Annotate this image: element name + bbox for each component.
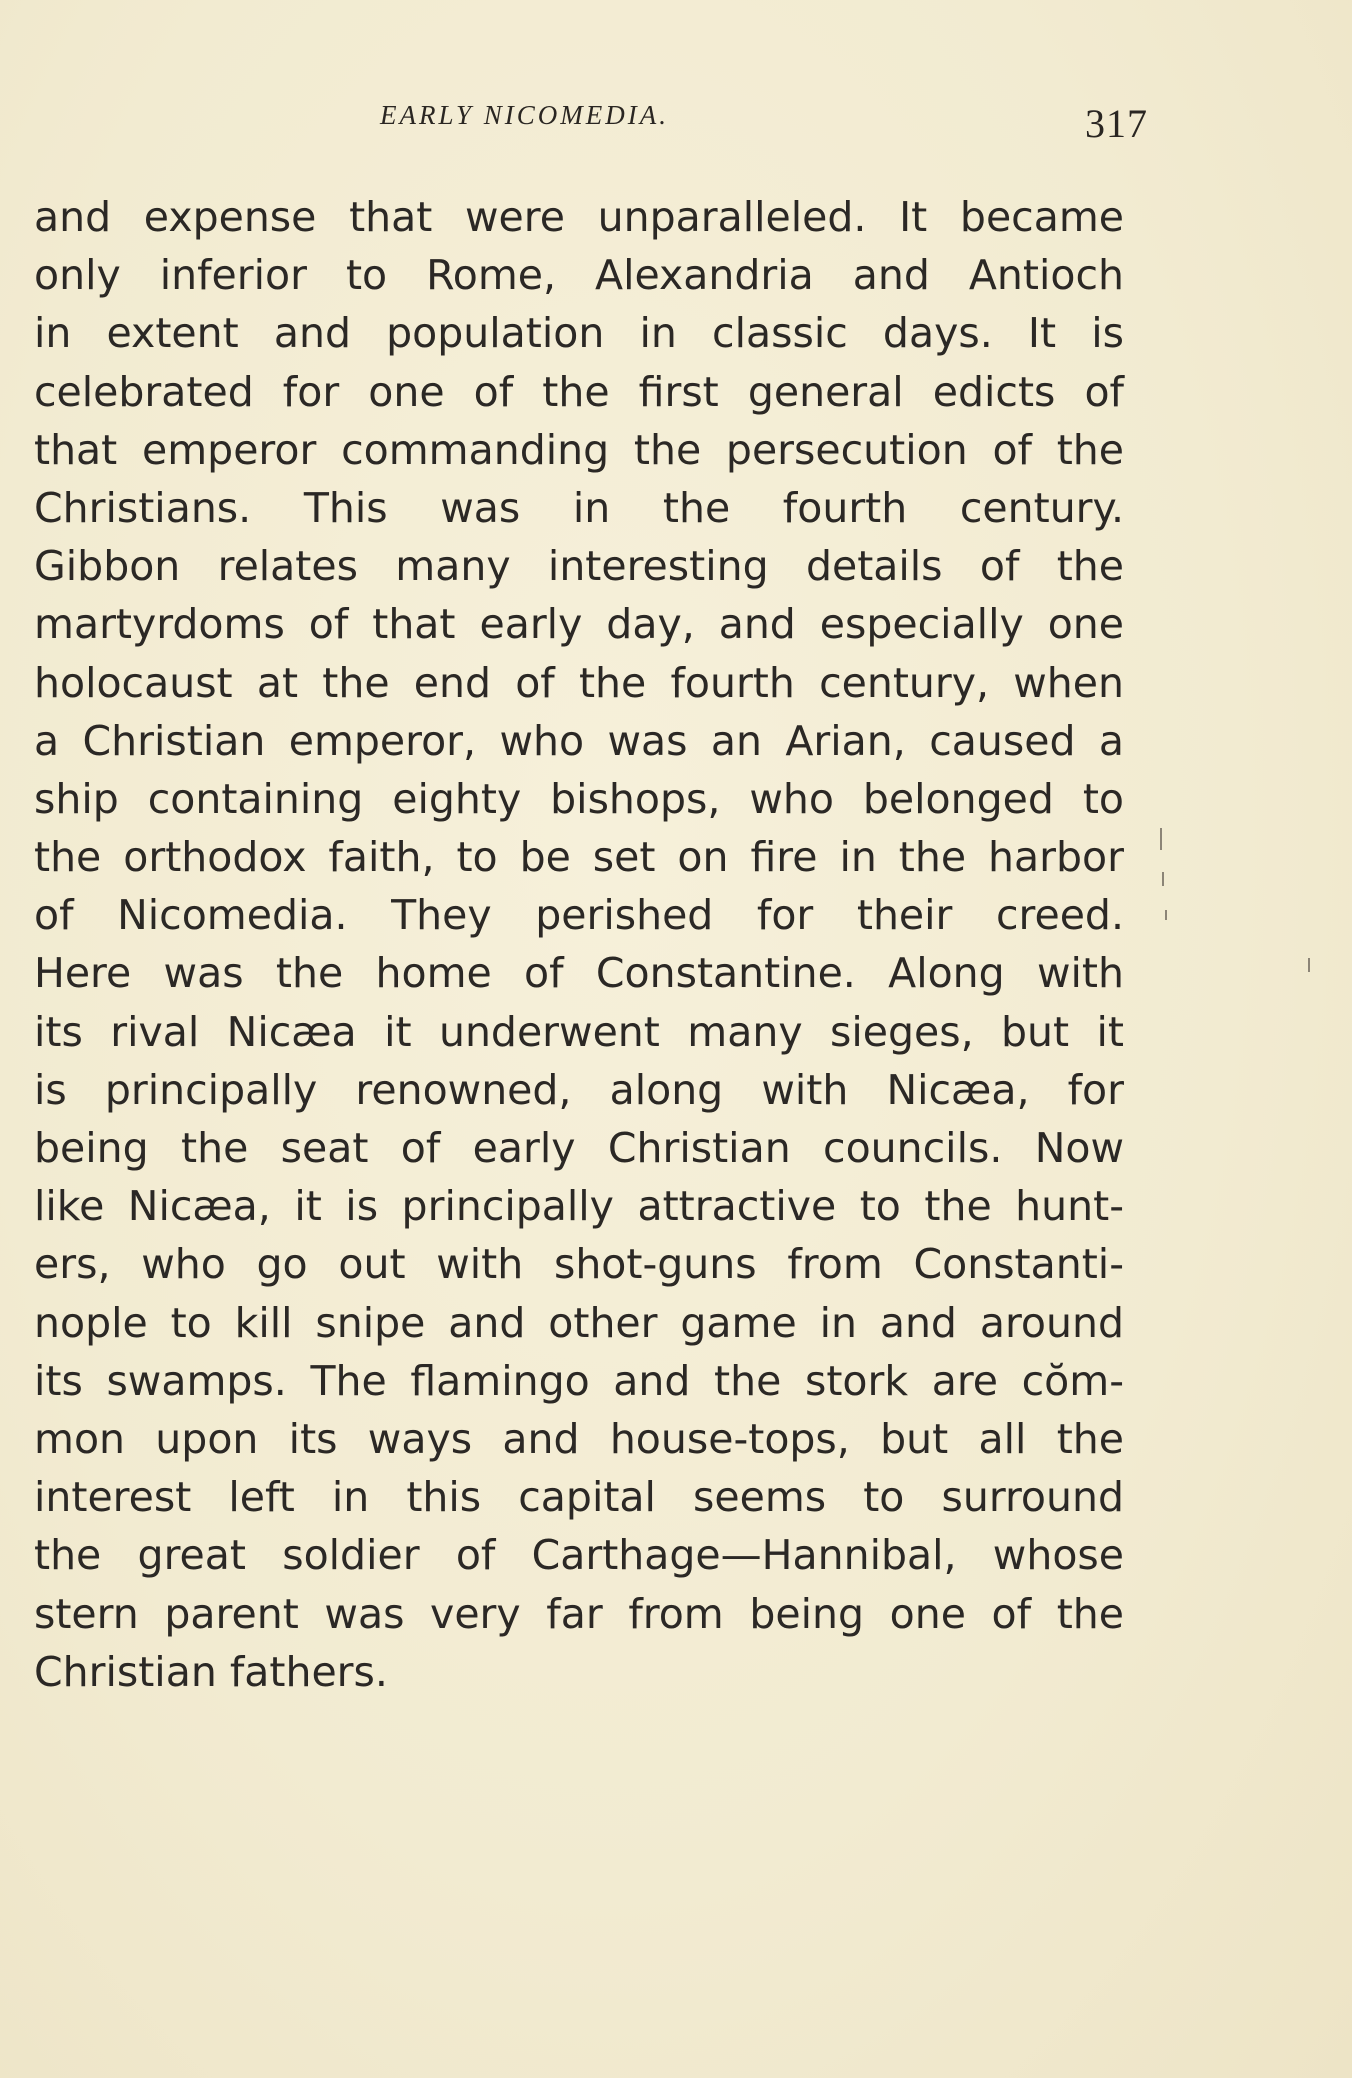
margin-mark [1162, 872, 1164, 886]
running-head: EARLY NICOMEDIA. [380, 100, 669, 130]
text-line: ship containing eighty bishops, who belonged to [34, 774, 1124, 823]
text-line: that emperor commanding the persecution of the [34, 425, 1124, 474]
text-line: and expense that were unparalleled. It became [34, 193, 1124, 241]
margin-mark [1160, 828, 1162, 850]
text-line: only inferior to Rome, Alexandria and Antioch [34, 251, 1124, 300]
text-line: the great soldier of Carthage—Hannibal, whose [34, 1531, 1124, 1580]
text-line: mon upon its ways and house-tops, but all the [34, 1414, 1124, 1463]
page-number: 317 [1085, 101, 1148, 146]
text-line: its rival Nicæa it underwent many sieges, but it [34, 1007, 1124, 1056]
body-text [34, 188, 1134, 1701]
text-line: Here was the home of Constantine. Along with [34, 949, 1124, 998]
text-line: being the seat of early Christian councils. Now [34, 1124, 1124, 1172]
text-line: interest left in this capital seems to surround [34, 1473, 1124, 1522]
text-line: nople to kill snipe and other game in and around [34, 1298, 1124, 1347]
text-line: in extent and population in classic days. It is [34, 309, 1124, 358]
text-line: ers, who go out with shot-guns from Constanti- [34, 1240, 1124, 1289]
text-line: the orthodox faith, to be set on fire in the harbor [34, 833, 1124, 882]
text-line: a Christian emperor, who was an Arian, caused a [34, 716, 1124, 765]
text-line: holocaust at the end of the fourth century, when [34, 658, 1124, 707]
text-line: Gibbon relates many interesting details of the [34, 542, 1124, 591]
text-line: stern parent was very far from being one of the [34, 1589, 1124, 1638]
margin-mark [1308, 958, 1310, 972]
text-line: like Nicæa, it is principally attractive to the hunt- [34, 1182, 1124, 1231]
text-line: Christians. This was in the fourth century. [34, 483, 1124, 532]
text-line: its swamps. The flamingo and the stork are cŏm- [34, 1356, 1124, 1405]
text-line: of Nicomedia. They perished for their creed. [34, 891, 1124, 940]
text-line: is principally renowned, along with Nicæa, for [34, 1065, 1124, 1114]
text-line: Christian fathers. [34, 1647, 388, 1696]
margin-mark [1165, 910, 1167, 920]
text-line: celebrated for one of the first general edicts of [34, 367, 1124, 416]
text-line: martyrdoms of that early day, and especially one [34, 600, 1124, 649]
